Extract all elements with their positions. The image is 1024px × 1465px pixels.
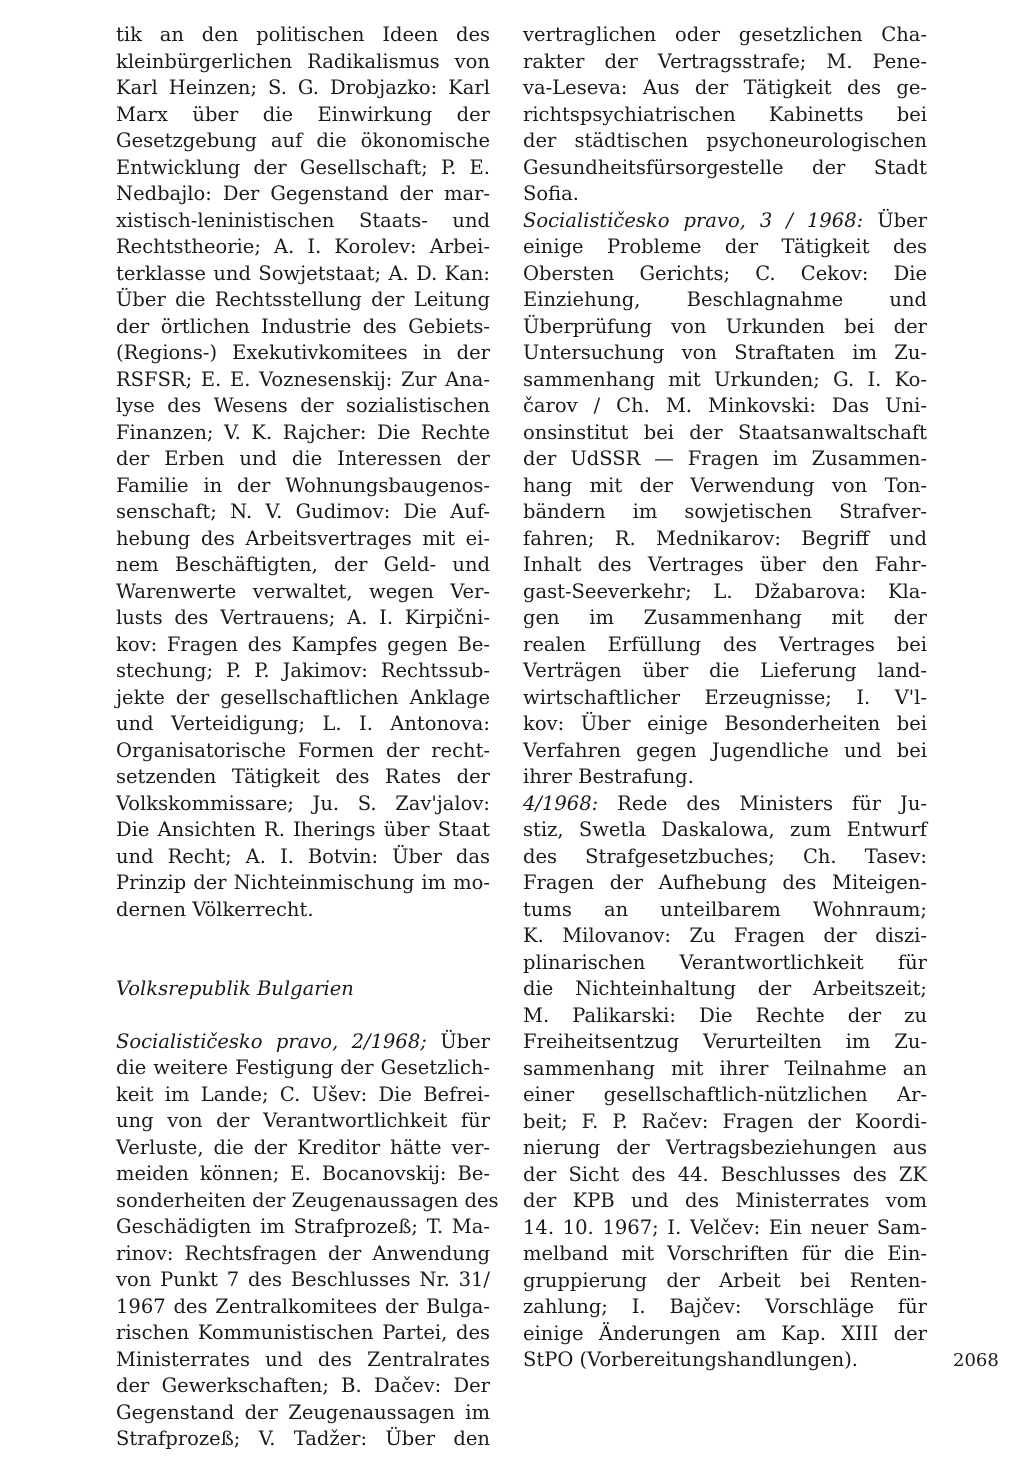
text-line: Überprüfung von Urkunden bei der — [523, 314, 927, 338]
paragraph-first-line — [523, 791, 927, 818]
text-line: rinov: Rechtsfragen der Anwendung — [116, 1241, 490, 1265]
text-line: lyse des Wesens der sozialistischen — [116, 394, 490, 417]
text-line: Familie in der Wohnungsbaugenos- — [116, 473, 490, 497]
text-line: ung von der Verantwortlichkeit für — [116, 1109, 490, 1132]
journal-title: Socialističesko pravo, 2/1968; — [116, 1029, 427, 1053]
right-column — [523, 22, 927, 1374]
text-line: RSFSR; E. E. Voznesenskij: Zur Ana- — [116, 367, 490, 391]
text-line: Verfahren gegen Jugendliche und bei — [523, 738, 927, 762]
left-paragraph-bulgarian-2-1968 — [116, 1029, 499, 1453]
page-number: 2068 — [953, 1350, 999, 1371]
paragraph-first-line — [523, 208, 927, 235]
text-line: Organisatorische Formen der recht- — [116, 738, 490, 762]
first-line-text: Rede des Ministers für Ju- — [617, 791, 927, 815]
right-paragraph-bulgarian-3-1968 — [523, 208, 927, 791]
text-line: Marx über die Einwirkung der — [116, 102, 490, 126]
text-line: sammenhang mit Urkunden; G. I. Ko- — [523, 367, 927, 391]
text-line: Rechtstheorie; A. I. Korolev: Arbei- — [116, 235, 490, 258]
text-line: keit im Lande; C. Ušev: Die Befrei- — [116, 1082, 490, 1106]
text-line: senschaft; N. V. Gudimov: Die Auf- — [116, 500, 490, 523]
text-line: stechung; P. P. Jakimov: Rechtssub- — [116, 659, 490, 682]
text-line: Gesundheitsfürsorgestelle der Stadt — [523, 155, 927, 179]
text-line: tums an unteilbarem Wohnraum; — [523, 897, 927, 921]
text-line: Über die Rechtsstellung der Leitung — [116, 288, 490, 311]
text-line: realen Erfüllung des Vertrages bei — [523, 632, 927, 656]
left-paragraph-soviet-articles — [116, 22, 490, 923]
text-line: 14. 10. 1967; I. Velčev: Ein neuer Sam- — [523, 1215, 927, 1239]
text-line: čarov / Ch. M. Minkovski: Das Uni- — [523, 394, 927, 417]
text-line: Gegenstand der Zeugenaussagen im — [116, 1400, 490, 1424]
text-line: Geschädigten im Strafprozeß; T. Ma- — [116, 1215, 490, 1238]
right-paragraph-continuation — [523, 22, 927, 208]
text-line: M. Palikarski: Die Rechte der zu — [523, 1003, 927, 1027]
text-line: hebung des Arbeitsvertrages mit ei- — [116, 526, 490, 550]
text-line: kov: Über einige Besonderheiten bei — [523, 712, 927, 735]
journal-title: Socialističesko pravo, 3 / 1968: — [523, 208, 864, 232]
text-line: wirtschaftlicher Erzeugnisse; I. V'l- — [523, 685, 927, 709]
text-line: jekte der gesellschaftlichen Anklage — [116, 685, 490, 709]
issue-number: 4/1968: — [523, 791, 599, 815]
text-line: gruppierung der Arbeit bei Renten- — [523, 1268, 927, 1292]
text-line: Ministerrates und des Zentralrates — [116, 1347, 490, 1371]
text-line: Sofia. — [523, 182, 579, 205]
right-paragraph-bulgarian-4-1968 — [523, 791, 927, 1374]
text-line: ihrer Bestrafung. — [523, 765, 694, 788]
text-line: bändern im sowjetischen Strafver- — [523, 500, 927, 523]
text-line: sonderheiten der Zeugenaussagen des — [116, 1188, 499, 1212]
text-line: Finanzen; V. K. Rajcher: Die Rechte — [116, 420, 490, 444]
text-line: des Strafgesetzbuches; Ch. Tasev: — [523, 844, 927, 868]
text-line: Einziehung, Beschlagnahme und — [523, 288, 927, 311]
text-line: Verluste, die der Kreditor hätte ver- — [116, 1135, 490, 1159]
text-line: tik an den politischen Ideen des — [116, 23, 490, 46]
text-line: nem Beschäftigten, der Geld- und — [116, 553, 490, 576]
text-line: vertraglichen oder gesetzlichen Cha- — [523, 23, 927, 46]
text-line: Strafprozeß; V. Tadžer: Über den — [116, 1427, 490, 1450]
text-line: der Sicht des 44. Beschlusses des ZK — [523, 1162, 927, 1186]
text-line: (Regions-) Exekutivkomitees in der — [116, 341, 490, 364]
text-line: va-Leseva: Aus der Tätigkeit des ge- — [523, 76, 927, 99]
text-line: hang mit der Verwendung von Ton- — [523, 473, 927, 497]
text-line: rischen Kommunistischen Partei, des — [116, 1321, 490, 1344]
text-line: der örtlichen Industrie des Gebiets- — [116, 314, 490, 338]
text-line: sammenhang mit ihrer Teilnahme an — [523, 1056, 927, 1080]
text-line: terklasse und Sowjetstaat; A. D. Kan: — [116, 261, 490, 285]
text-line: Fragen der Aufhebung des Miteigen- — [523, 871, 927, 894]
text-line: plinarischen Verantwortlichkeit für — [523, 950, 927, 974]
text-line: onsinstitut bei der Staatsanwaltschaft — [523, 420, 927, 444]
text-line: Obersten Gerichts; C. Cekov: Die — [523, 261, 927, 285]
text-line: der KPB und des Ministerrates vom — [523, 1189, 927, 1212]
text-line: StPO (Vorbereitungshandlungen). — [523, 1348, 858, 1371]
text-line: und Verteidigung; L. I. Antonova: — [116, 712, 490, 735]
text-line: einige Probleme der Tätigkeit des — [523, 235, 927, 258]
text-line: Verträgen über die Lieferung land- — [523, 659, 927, 682]
text-line: Inhalt des Vertrages über den Fahr- — [523, 553, 927, 576]
text-line: beit; F. P. Račev: Fragen der Koordi- — [523, 1109, 927, 1133]
text-line: der Erben und die Interessen der — [116, 447, 490, 470]
text-line: richtspsychiatrischen Kabinetts bei — [523, 102, 927, 126]
text-line: Entwicklung der Gesellschaft; P. E. — [116, 155, 490, 179]
text-line: kleinbürgerlichen Radikalismus von — [116, 49, 490, 73]
text-line: gen im Zusammenhang mit der — [523, 606, 927, 629]
text-line: melband mit Vorschriften für die Ein- — [523, 1242, 927, 1265]
text-line: rakter der Vertragsstrafe; M. Pene- — [523, 49, 927, 73]
text-line: Warenwerte verwaltet, wegen Ver- — [116, 579, 490, 603]
text-line: Volkskommissare; Ju. S. Zav'jalov: — [116, 791, 490, 815]
text-line: Die Ansichten R. Iherings über Staat — [116, 818, 490, 841]
text-line: der UdSSR — Fragen im Zusammen- — [523, 447, 927, 470]
text-line: der Gewerkschaften; B. Dačev: Der — [116, 1374, 490, 1397]
text-line: und Recht; A. I. Botvin: Über das — [116, 844, 490, 868]
text-line: Untersuchung von Straftaten im Zu- — [523, 341, 927, 364]
text-line: Prinzip der Nichteinmischung im mo- — [116, 871, 490, 894]
text-line: K. Milovanov: Zu Fragen der diszi- — [523, 924, 927, 947]
text-line: 1967 des Zentralkomitees der Bulga- — [116, 1294, 490, 1318]
spacer — [116, 923, 490, 976]
text-line: die Nichteinhaltung der Arbeitszeit; — [523, 977, 927, 1000]
text-line: xistisch-leninistischen Staats- und — [116, 208, 490, 232]
text-line: Gesetzgebung auf die ökonomische — [116, 129, 490, 152]
text-line: gast-Seeverkehr; L. Džabarova: Kla- — [523, 579, 927, 603]
text-line: Freiheitsentzug Verurteilten im Zu- — [523, 1030, 927, 1053]
text-line: meiden können; E. Bocanovskij: Be- — [116, 1162, 490, 1185]
paragraph-first-line — [116, 1029, 490, 1056]
text-line: einer gesellschaftlich-nützlichen Ar- — [523, 1083, 927, 1106]
text-line: lusts des Vertrauens; A. I. Kirpični- — [116, 606, 490, 629]
text-line: zahlung; I. Bajčev: Vorschläge für — [523, 1295, 927, 1318]
text-line: die weitere Festigung der Gesetzlich- — [116, 1056, 490, 1079]
text-line: der städtischen psychoneurologischen — [523, 129, 927, 152]
first-line-text: Über — [877, 208, 928, 232]
text-line: setzenden Tätigkeit des Rates der — [116, 765, 490, 788]
text-line: nierung der Vertragsbeziehungen aus — [523, 1136, 927, 1159]
section-heading: Volksrepublik Bulgarien — [116, 977, 354, 1000]
spacer — [116, 1003, 490, 1029]
text-line: von Punkt 7 des Beschlusses Nr. 31/ — [116, 1268, 490, 1291]
text-line: Karl Heinzen; S. G. Drobjazko: Karl — [116, 76, 490, 99]
text-line: einige Änderungen am Kap. XIII der — [523, 1321, 927, 1345]
text-line: stiz, Swetla Daskalowa, zum Entwurf — [523, 818, 927, 841]
text-line: kov: Fragen des Kampfes gegen Be- — [116, 632, 490, 656]
left-column — [116, 22, 499, 1453]
text-line: Nedbajlo: Der Gegenstand der mar- — [116, 182, 490, 205]
text-line: dernen Völkerrecht. — [116, 897, 314, 921]
first-line-text: Über — [440, 1029, 490, 1053]
text-line: fahren; R. Mednikarov: Begriff und — [523, 526, 927, 550]
